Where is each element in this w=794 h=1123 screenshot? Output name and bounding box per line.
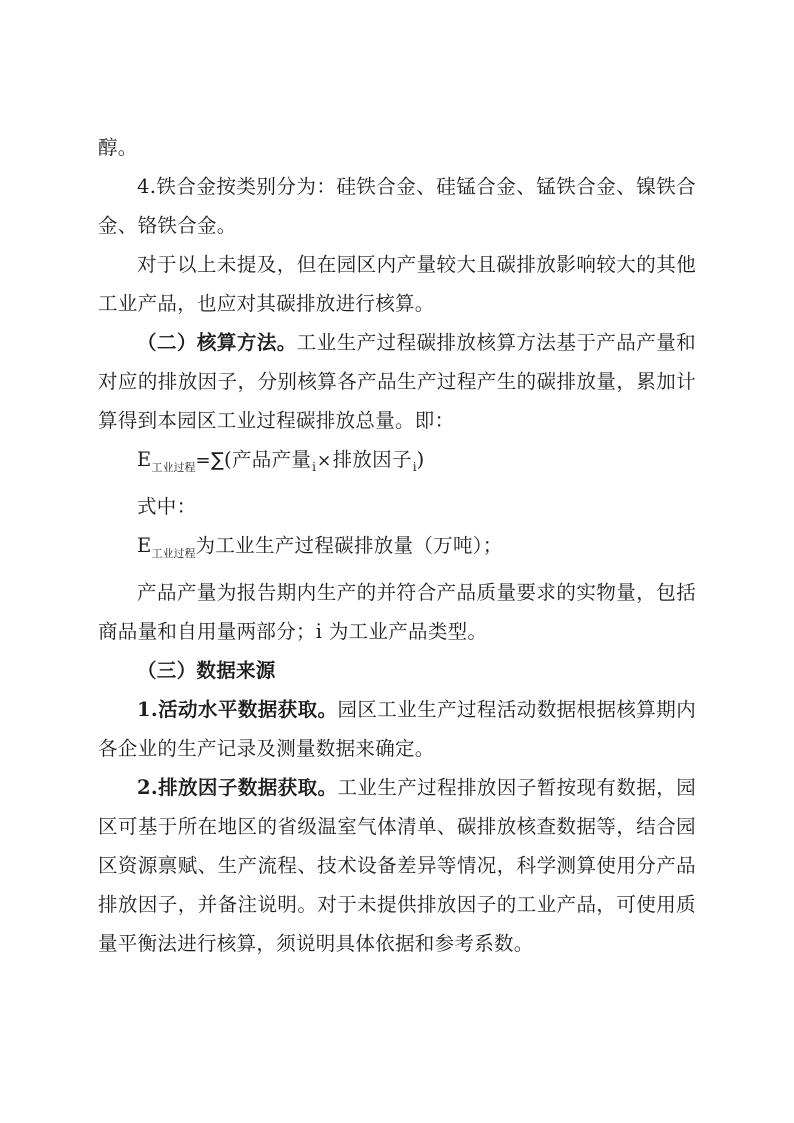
formula-term-output: 产品产量	[231, 448, 312, 471]
heading-activity-data: 1.活动水平数据获取。	[137, 697, 338, 721]
paragraph-alcohol-tail: 醇。	[98, 136, 138, 159]
paragraph-emission-factor-data	[98, 768, 696, 963]
heading-data-source: （三）数据来源	[137, 658, 276, 682]
heading-accounting-method: （二）核算方法。	[137, 331, 297, 354]
definition-symbol-e-subscript: 工业过程	[151, 546, 196, 560]
formula-symbol-e-subscript: 工业过程	[151, 460, 196, 474]
definition-symbol-e	[98, 526, 696, 573]
paragraph-emission-factor-data-text: 工业生产过程排放因子暂按现有数据，园区可基于所在地区的省级温室气体清单、碳排放核查数据等，结合园区资源禀赋、生产流程、技术设备差异等情况，科学测算使用分产品排放因子，并备注说明。对于未提供排放因子的工业产品，可使用质量平衡法进行核算，须说明具体依据和参考系数。	[98, 775, 696, 955]
formula-term-factor: 排放因子	[332, 448, 412, 471]
paragraph-ferroalloy-types: 4.铁合金按类别分为：硅铁合金、硅锰合金、锰铁合金、镍铁合金、铬铁合金。	[98, 175, 696, 237]
formula-term-output-subscript: i	[312, 459, 317, 474]
document-body	[98, 128, 696, 963]
definition-symbol-e-text: 为工业生产过程碳排放量（万吨）；	[195, 533, 503, 557]
paragraph-output-definition: 产品产量为报告期内生产的并符合产品质量要求的实物量，包括商品量和自用量两部分；i 为工业产品类型。	[98, 580, 696, 643]
paragraph-activity-data	[98, 690, 696, 768]
definition-symbol-e-letter: E	[137, 533, 152, 557]
formula-term-factor-subscript: i	[412, 459, 417, 474]
formula-equals-sign: =	[195, 450, 211, 471]
formula-open-paren: (	[224, 448, 232, 471]
formula-industrial-process	[98, 440, 696, 487]
paragraph-accounting-method-text: 工业生产过程碳排放核算方法基于产品产量和对应的排放因子，分别核算各产品生产过程产生的碳排放量，累加计算得到本园区工业过程碳排放总量。即：	[98, 331, 696, 432]
paragraph-data-source-heading	[98, 651, 696, 690]
paragraph-where: 式中：	[137, 494, 197, 518]
paragraph-other-products: 对于以上未提及，但在园区内产量较大且碳排放影响较大的其他工业产品，也应对其碳排放进行核算。	[98, 253, 696, 315]
paragraph-accounting-method	[98, 323, 696, 440]
formula-symbol-e: E	[137, 448, 152, 471]
heading-emission-factor-data: 2.排放因子数据获取。	[137, 775, 338, 799]
formula-multiply-icon: ×	[317, 451, 332, 471]
formula-close-paren: )	[416, 448, 425, 471]
paragraph-activity-data-text: 园区工业生产过程活动数据根据核算期内各企业的生产记录及测量数据来确定。	[98, 697, 696, 760]
formula-sigma-icon: ∑	[210, 449, 225, 471]
